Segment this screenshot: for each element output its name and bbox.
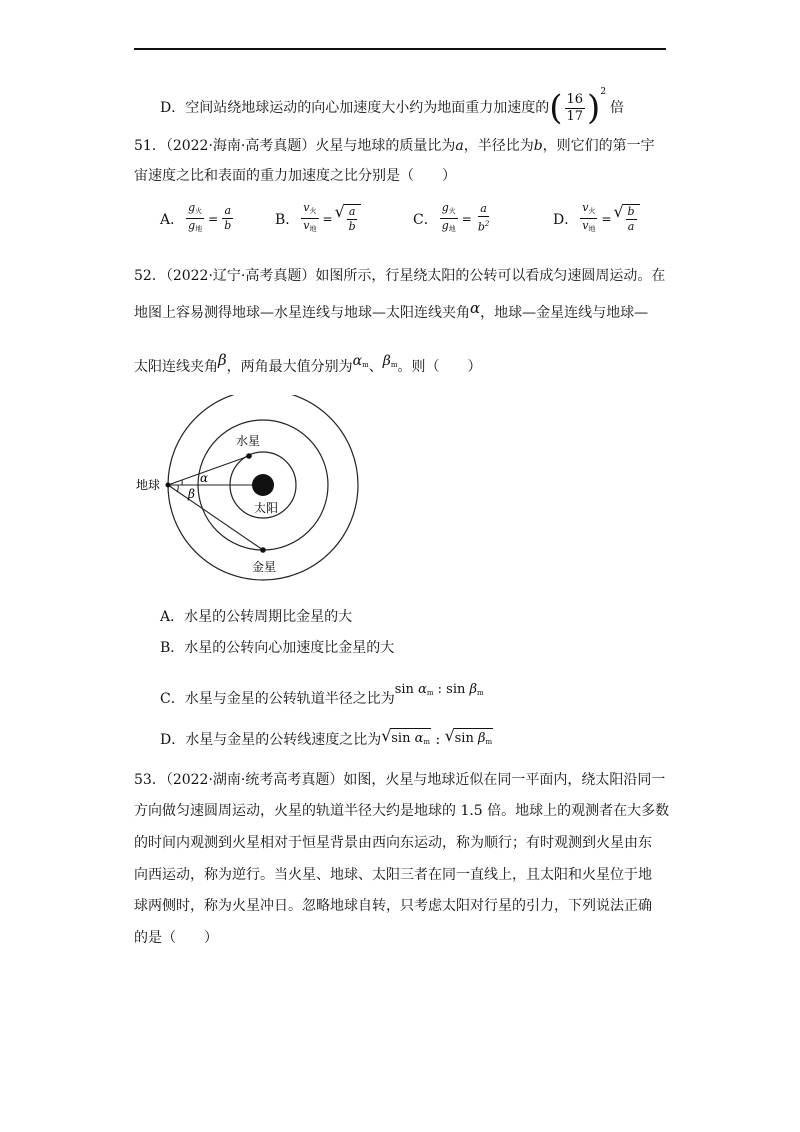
- earth-mercury-line: [168, 456, 249, 485]
- sun-label: 太阳: [254, 501, 279, 515]
- q51-option-a[interactable]: A． $\frac{g_火}{g_地}$ = $\frac{a}{b}$: [160, 201, 232, 233]
- earth-venus-line: [168, 485, 263, 550]
- mercury-dot: [246, 453, 252, 459]
- q52-stem-line1: 52．（2022·辽宁·高考真题）如图所示，行星绕太阳的公转可以看成匀速圆周运动。在: [134, 268, 666, 284]
- fraction: $\frac{16}{17}$: [566, 91, 584, 124]
- q52-option-d[interactable]: D．水星与金星的公转线速度之比为 √ $\sin \alpha_m$ : √ $\sin \beta_m$: [160, 728, 493, 752]
- q52-option-a[interactable]: A．水星的公转周期比金星的大: [160, 609, 353, 625]
- q51-option-d[interactable]: D． $\frac{v_火}{v_地}$ = √ $\frac{b}{a}$: [553, 201, 640, 236]
- venus-label: 金星: [252, 560, 277, 574]
- earth-dot: [166, 483, 171, 488]
- q51-option-b[interactable]: B． $\frac{v_火}{v_地}$ = √ $\frac{a}{b}$: [275, 201, 361, 236]
- q51-stem-line1: 51．（2022·海南·高考真题）火星与地球的质量比为a，半径比为b，则它们的第一宇: [134, 138, 655, 154]
- q51-stem-line2: 宙速度之比和表面的重力加速度之比分别是（ ）: [134, 168, 456, 184]
- q52-option-b[interactable]: B．水星的公转向心加速度比金星的大: [160, 640, 395, 656]
- q53-stem-line6: 的是（ ）: [134, 930, 218, 946]
- q52-option-c[interactable]: C．水星与金星的公转轨道半径之比为$\sin \alpha_m$ : $\sin \beta_m$: [160, 682, 484, 707]
- q53-stem-line2: 方向做匀速圆周运动，火星的轨道半径大约是地球的 1.5 倍。地球上的观测者在大多数: [134, 803, 670, 819]
- q53-stem-line1: 53．（2022·湖南·统考高考真题）如图，火星与地球近似在同一平面内，绕太阳沿同一: [134, 772, 666, 788]
- q51-option-c[interactable]: C． $\frac{g_火}{g_地}$ = $\frac{a}{b^2}$: [413, 201, 490, 234]
- q52-stem-line3: 太阳连线夹角β，两角最大值分别为$\alpha_m$、$\beta_m$。则（ ）: [134, 351, 482, 375]
- header-rule: [134, 48, 666, 50]
- alpha-label: α: [200, 471, 209, 485]
- earth-label: 地球: [136, 478, 161, 492]
- q52-stem-line2: 地图上容易测得地球—水星连线与地球—太阳连线夹角α，地球—金星连线与地球—: [134, 299, 649, 321]
- sun: [252, 474, 274, 496]
- orbit-diagram: [130, 395, 370, 585]
- q53-stem-line3: 的时间内观测到火星相对于恒星背景由西向东运动，称为顺行；有时观测到火星由东: [134, 835, 652, 851]
- q53-stem-line4: 向西运动，称为逆行。当火星、地球、太阳三者在同一直线上，且太阳和火星位于地: [134, 867, 652, 883]
- venus-dot: [260, 547, 266, 553]
- prev-option-d: D．空间站绕地球运动的向心加速度大小约为地面重力加速度的( $\frac{16}{17}$ )$^2$倍: [160, 87, 625, 128]
- mercury-label: 水星: [236, 434, 261, 448]
- q53-stem-line5: 球两侧时，称为火星冲日。忽略地球自转，只考虑太阳对行星的引力，下列说法正确: [134, 898, 652, 914]
- beta-label: β: [188, 487, 195, 501]
